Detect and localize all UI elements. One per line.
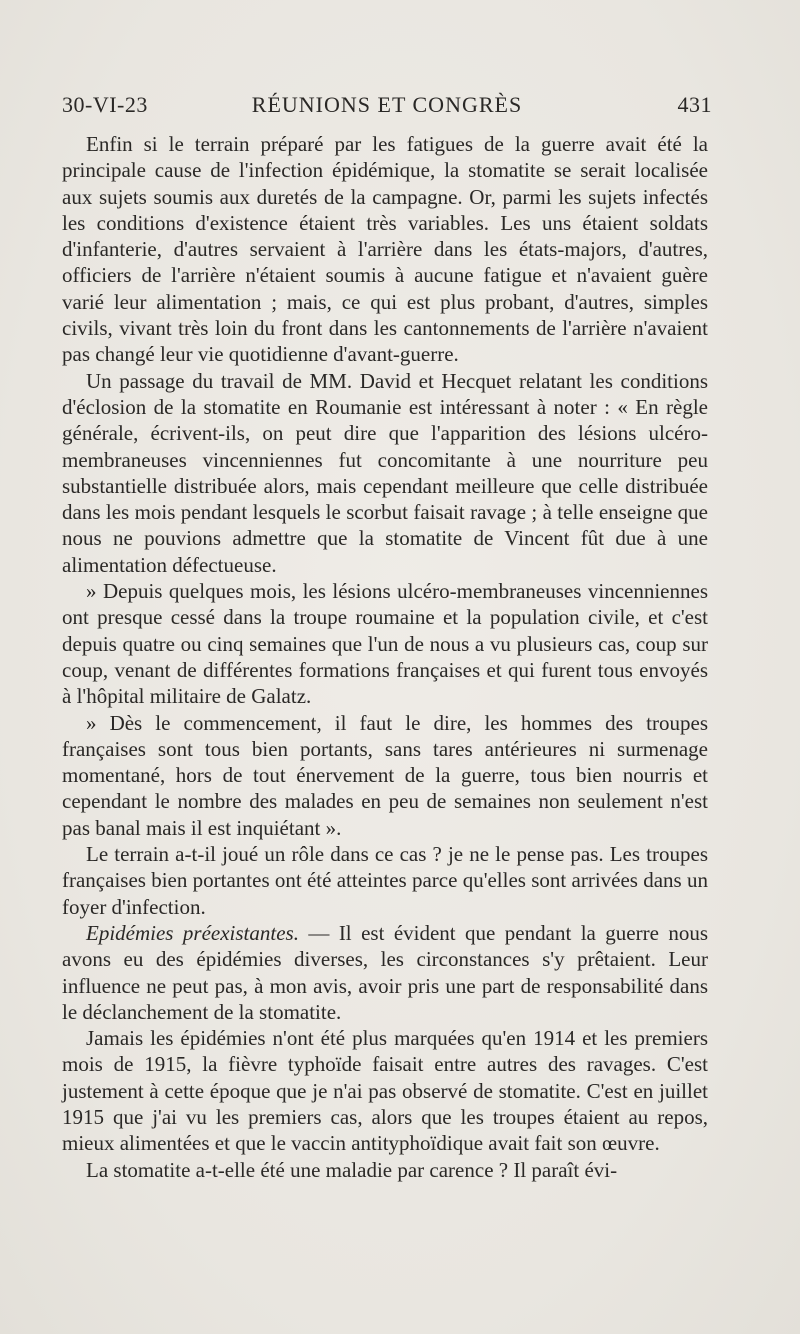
body-text bbox=[62, 131, 708, 1183]
paragraph: » Depuis quelques mois, les lésions ulcéro-membraneuses vincenniennes ont presque cessé dans la troupe roumaine et la population civile, et c'est depuis quatre ou cinq semaines que l'un de nous a vu plusieurs cas, coup sur coup, venant de différentes formations françaises et qui furent tous envoyés à l'hôpital militaire de Galatz. bbox=[62, 579, 708, 709]
paragraph: Jamais les épidémies n'ont été plus marquées qu'en 1914 et les premiers mois de 1915, la fièvre typhoïde faisait entre autres des ravages. C'est justement à cette époque que je n'ai pas observé de stomatite. C'est en juillet 1915 que j'ai vu les premiers cas, alors que les troupes étaient au repos, mieux alimentées et que le vaccin antityphoïdique avait fait son œuvre. bbox=[62, 1026, 708, 1156]
running-header bbox=[62, 92, 712, 126]
paragraph bbox=[62, 920, 708, 1025]
header-date: 30-VI-23 bbox=[62, 92, 148, 117]
paragraph: Le terrain a-t-il joué un rôle dans ce cas ? je ne le pense pas. Les troupes françaises bien portantes ont été atteintes parce qu'elles sont arrivées dans un foyer d'infection. bbox=[62, 842, 708, 919]
paragraph: Enfin si le terrain préparé par les fatigues de la guerre avait été la principale cause de l'infection épidémique, la stomatite se serait localisée aux sujets soumis aux duretés de la campagne. Or, parmi les sujets infectés les conditions d'existence étaient très variables. Les uns étaient soldats d'infanterie, d'autres servaient à l'arrière dans les états-majors, d'autres, officiers de l'arrière n'étaient soumis à aucune fatigue et n'avaient guère varié leur alimentation ; mais, ce qui est plus probant, d'autres, simples civils, vivant très loin du front dans les cantonnements de l'arrière n'avaient pas changé leur vie quotidienne d'avant-guerre. bbox=[62, 132, 708, 367]
paragraph: Un passage du travail de MM. David et Hecquet relatant les conditions d'éclosion de la stomatite en Roumanie est intéressant à noter : « En règle générale, écrivent-ils, on peut dire que l'apparition des lésions ulcéro-membraneuses vincenniennes fut concomitante à une nourriture peu substantielle distribuée alors, mais cependant meilleure que celle distribuée dans les mois pendant lesquels le scorbut faisait ravage ; à telle enseigne que nous ne pouvions admettre que la stomatite de Vincent fût due à une alimentation défectueuse. bbox=[62, 368, 708, 577]
section-heading: Epidémies préexistantes. bbox=[86, 920, 299, 945]
paragraph: La stomatite a-t-elle été une maladie par carence ? Il paraît évi- bbox=[86, 1157, 618, 1182]
paragraph: » Dès le commencement, il faut le dire, les hommes des troupes françaises sont tous bien portants, sans tares antérieures ni surmenage momentané, hors de tout énervement de la guerre, tous bien nourris et cependant le nombre des malades en peu de semaines non seulement n'est pas banal mais il est inquiétant ». bbox=[62, 710, 708, 840]
page-number: 431 bbox=[677, 92, 712, 117]
header-title: RÉUNIONS ET CONGRÈS bbox=[251, 92, 523, 117]
paragraph-text: — Il est évident que pendant la guerre nous avons eu des épidémies diverses, les circonstances s'y prêtaient. Leur influence ne peut pas, à mon avis, avoir pris une part de responsabilité dans le déclanchement de la stomatite. bbox=[62, 920, 709, 1024]
